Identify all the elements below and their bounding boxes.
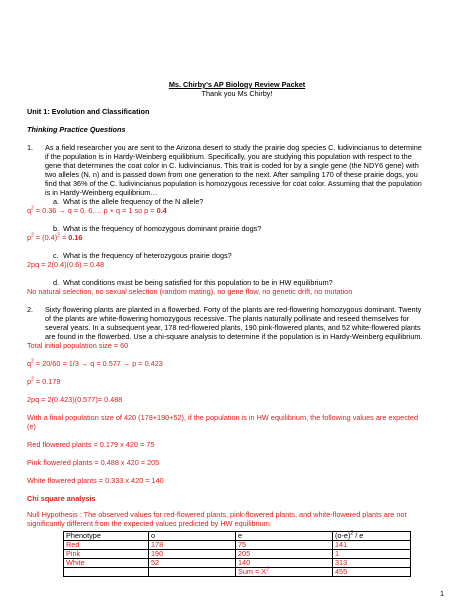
- q2-number: 2.: [27, 305, 34, 314]
- table-sum-value: 455: [333, 568, 411, 577]
- q1-line-6: is in Hardy-Weinberg equilibrium…: [45, 188, 158, 197]
- null-hypothesis-line-1: Null Hypothesis : The observed values for red-flowered plants, pink-flowered plants, and white-flowered plants are not: [27, 510, 407, 519]
- q1a-label: a.: [53, 197, 60, 206]
- section-heading: Thinking Practice Questions: [27, 125, 126, 134]
- table-cell: [149, 568, 236, 577]
- table-cell: Pink: [64, 550, 149, 559]
- unit-heading: Unit 1: Evolution and Classification: [27, 107, 150, 116]
- table-header-cell: Phenotype: [64, 532, 149, 541]
- q1b-label: b.: [53, 224, 60, 233]
- q1c-question: What is the frequency of heterozygous prairie dogs?: [63, 251, 232, 260]
- q2-line-3: several years. In a subsequent year, 178 red-flowered plants, 190 pink-flowered plants, and 52 white-flowered plants: [45, 323, 421, 332]
- table-cell: 140: [236, 559, 333, 568]
- q1-line-5: find that 36% of the C. ludivincianus population is homozygous recessive for coat color. Assuming that the population: [45, 179, 422, 188]
- q1b-question: What is the frequency of homozygous dominant prairie dogs?: [63, 224, 262, 233]
- table-row: [64, 541, 411, 550]
- q1-line-1: As a field researcher you are sent to the Arizona desert to study the prairie dog species C. ludivincianus to determine: [45, 143, 422, 152]
- null-hypothesis-line-2: significantly different from the expected values predicted by HW equilibrium.: [27, 519, 272, 528]
- q1d-label: d.: [53, 278, 60, 287]
- table-cell: Red: [64, 541, 149, 550]
- page-number: 1: [440, 589, 445, 598]
- table-cell: 178: [149, 541, 236, 550]
- table-row: [64, 559, 411, 568]
- q1d-question: What conditions must be being satisfied for this population to be in HW equilibrium?: [63, 278, 333, 287]
- q1a-question: What is the allele frequency of the N allele?: [63, 197, 204, 206]
- table-cell: 1: [333, 550, 411, 559]
- table-cell: 313: [333, 559, 411, 568]
- table-cell: 52: [149, 559, 236, 568]
- table-header-cell: o: [149, 532, 236, 541]
- table-cell: 190: [149, 550, 236, 559]
- total-population-line: Total initial population size = 60: [27, 341, 129, 350]
- table-cell: [64, 568, 149, 577]
- q2-line-4: are found in the flowerbed. Use a chi-square analysis to determine if the population is in Hardy-Weinberg equilibrium.: [45, 332, 423, 341]
- table-sum-label: Sum = $X^2$: [236, 568, 333, 577]
- q1-number: 1.: [27, 143, 34, 152]
- two-pq-line: 2pq = 2(0.423)(0.577)= 0.488: [27, 395, 123, 404]
- table-cell: White: [64, 559, 149, 568]
- white-plants-line: White flowered plants = 0.333 x 420 = 140: [27, 476, 164, 485]
- table-header-cell: $(o-e)^2$ / e: [333, 532, 411, 541]
- chi-square-heading: Chi square analysis: [27, 494, 96, 503]
- q1d-answer: No natural selection, no sexual selection (random mating), no gene flow, no genetic drift, no mutation: [27, 287, 353, 296]
- q1a-answer: $q^2 = 0.36 \to q = 0$. 6…. p + q = 1 so p = 0.4: [27, 205, 167, 215]
- table-row: [64, 550, 411, 559]
- table-header-row: [64, 532, 411, 541]
- table-cell: 205: [236, 550, 333, 559]
- p-squared-line: $p^2 = 0.179$: [27, 376, 61, 386]
- q1c-label: c.: [53, 251, 59, 260]
- pink-plants-line: Pink flowered plants = 0.488 x 420 = 205: [27, 458, 160, 467]
- q-squared-line: $q^2 = 20/60 = 1/3 \to q = 0.577 \to p = 0.423$: [27, 358, 163, 368]
- red-plants-line: Red flowered plants = 0.179 x 420 = 75: [27, 440, 155, 449]
- q1-line-3: gene that determines the coat color in C. ludivincianus. This trait is coded for by a single gene (the NDY6 gene) with: [45, 161, 419, 170]
- packet-title: Ms. Chirby's AP Biology Review Packet: [168, 80, 306, 89]
- thanks-line: Thank you Ms Chirby!: [201, 89, 273, 98]
- expected-line-2: (e): [27, 422, 36, 431]
- q1c-answer: 2pq = 2(0.4)(0.6) = 0.48: [27, 260, 105, 269]
- table-cell: 75: [236, 541, 333, 550]
- q1-line-4: two alleles (N, n) and is passed down from one generation to the next. After sampling 170 of these prairie dogs, you: [45, 170, 418, 179]
- expected-line-1: With a final population size of 420 (178+190+52), if the population is in HW equilibrium, the following values are expected: [27, 413, 419, 422]
- table-header-cell: e: [236, 532, 333, 541]
- q2-line-1: Sixty flowering plants are planted in a flowerbed. Forty of the plants are red-flowering homozygous dominant. Twenty: [45, 305, 422, 314]
- chi-square-table: [63, 531, 411, 577]
- q2-line-2: of the plants are white-flowering homozygous recessive. The plants naturally pollinate and reseed themselves for: [45, 314, 410, 323]
- q1b-answer: $p^2 = (0.4)^2 = 0.16$: [27, 232, 83, 242]
- q1-line-2: if the population is in Hardy-Weinberg equilibrium. Specifically, you are studying this population with respect to the: [45, 152, 412, 161]
- table-cell: 141: [333, 541, 411, 550]
- table-sum-row: [64, 568, 411, 577]
